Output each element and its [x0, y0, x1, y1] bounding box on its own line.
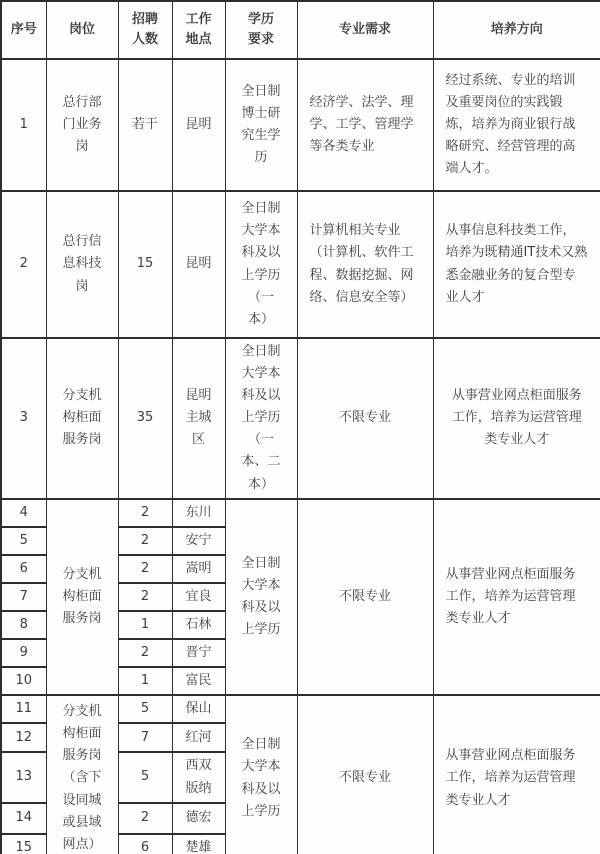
education-cell: 全日制大学本科及以上学历 [225, 695, 297, 854]
headcount-cell: 1 [118, 667, 172, 695]
col-header-count-label: 招聘人数 [131, 11, 158, 47]
headcount-cell: 7 [118, 723, 172, 752]
location-cell: 东川 [172, 499, 225, 527]
row-number-cell: 5 [1, 527, 46, 555]
col-header-position: 岗位 [46, 1, 118, 59]
education-cell: 全日制大学本科及以上学历 [225, 499, 297, 696]
col-header-no: 序号 [1, 1, 46, 59]
row-number-cell: 6 [1, 555, 46, 583]
direction-cell: 从事信息科技类工作，培养为既精通IT技术又熟悉金融业务的复合型专业人才 [433, 191, 600, 338]
location-cell: 昆明 [172, 59, 225, 191]
headcount-cell: 5 [118, 752, 172, 802]
col-header-direction: 培养方向 [433, 1, 600, 59]
row-number-cell: 9 [1, 639, 46, 667]
location-cell: 红河 [172, 723, 225, 752]
row-number-cell: 14 [1, 803, 46, 834]
major-cell: 经济学、法学、理学、工学、管理学等各类专业 [297, 59, 433, 191]
table-row [1, 59, 600, 191]
position-cell: 分支机构柜面服务岗 [46, 499, 118, 696]
headcount-cell: 2 [118, 555, 172, 583]
location-cell: 宜良 [172, 583, 225, 611]
location-cell: 晋宁 [172, 639, 225, 667]
col-header-count [118, 1, 172, 59]
headcount-cell: 1 [118, 611, 172, 639]
headcount-cell: 15 [118, 191, 172, 338]
position-cell: 分支机构柜面服务岗（含下设同城或县域网点） [46, 695, 118, 854]
location-cell: 石林 [172, 611, 225, 639]
headcount-cell: 2 [118, 583, 172, 611]
location-cell: 楚雄 [172, 834, 225, 854]
row-number-cell: 3 [1, 338, 46, 499]
major-cell: 不限专业 [297, 695, 433, 854]
headcount-cell: 2 [118, 499, 172, 527]
row-number-cell: 10 [1, 667, 46, 695]
row-number-cell: 2 [1, 191, 46, 338]
position-cell: 总行信息科技岗 [46, 191, 118, 338]
location-cell: 安宁 [172, 527, 225, 555]
col-header-education [225, 1, 297, 59]
location-cell: 德宏 [172, 803, 225, 834]
row-number-cell: 13 [1, 752, 46, 802]
location-cell: 昆明 [172, 191, 225, 338]
col-header-location-label: 工作地点 [185, 11, 212, 47]
major-cell: 不限专业 [297, 499, 433, 696]
headcount-cell: 35 [118, 338, 172, 499]
row-number-cell: 12 [1, 723, 46, 752]
location-cell: 保山 [172, 695, 225, 723]
row-number-cell: 1 [1, 59, 46, 191]
position-cell: 分支机构柜面服务岗 [46, 338, 118, 499]
headcount-cell: 5 [118, 695, 172, 723]
header-row [1, 1, 600, 59]
direction-cell: 从事营业网点柜面服务工作，培养为运营管理类专业人才 [433, 499, 600, 696]
table-row [1, 191, 600, 338]
position-cell: 总行部门业务岗 [46, 59, 118, 191]
headcount-cell: 6 [118, 834, 172, 854]
education-cell: 全日制博士研究生学历 [225, 59, 297, 191]
location-cell: 昆明主城区 [172, 338, 225, 499]
headcount-cell: 2 [118, 527, 172, 555]
major-cell: 计算机相关专业（计算机、软件工程、数据挖掘、网络、信息安全等） [297, 191, 433, 338]
row-number-cell: 4 [1, 499, 46, 527]
row-number-cell: 8 [1, 611, 46, 639]
headcount-cell: 2 [118, 639, 172, 667]
table-row [1, 499, 600, 527]
table-row [1, 338, 600, 499]
col-header-location [172, 1, 225, 59]
location-cell: 西双版纳 [172, 752, 225, 802]
row-number-cell: 7 [1, 583, 46, 611]
location-cell: 富民 [172, 667, 225, 695]
headcount-cell: 2 [118, 803, 172, 834]
table-row [1, 695, 600, 723]
row-number-cell: 11 [1, 695, 46, 723]
direction-cell: 从事营业网点柜面服务工作，培养为运营管理类专业人才 [433, 695, 600, 854]
education-cell: 全日制大学本科及以上学历（一本） [225, 191, 297, 338]
location-cell: 嵩明 [172, 555, 225, 583]
col-header-major: 专业需求 [297, 1, 433, 59]
education-cell: 全日制大学本科及以上学历（一本、二本） [225, 338, 297, 499]
row-number-cell: 15 [1, 834, 46, 854]
direction-cell: 经过系统、专业的培训及重要岗位的实践锻炼，培养为商业银行战略研究、经营管理的高端人才。 [433, 59, 600, 191]
major-cell: 不限专业 [297, 338, 433, 499]
col-header-education-label: 学历要求 [247, 11, 274, 47]
direction-cell: 从事营业网点柜面服务工作，培养为运营管理类专业人才 [433, 338, 600, 499]
headcount-cell: 若干 [118, 59, 172, 191]
